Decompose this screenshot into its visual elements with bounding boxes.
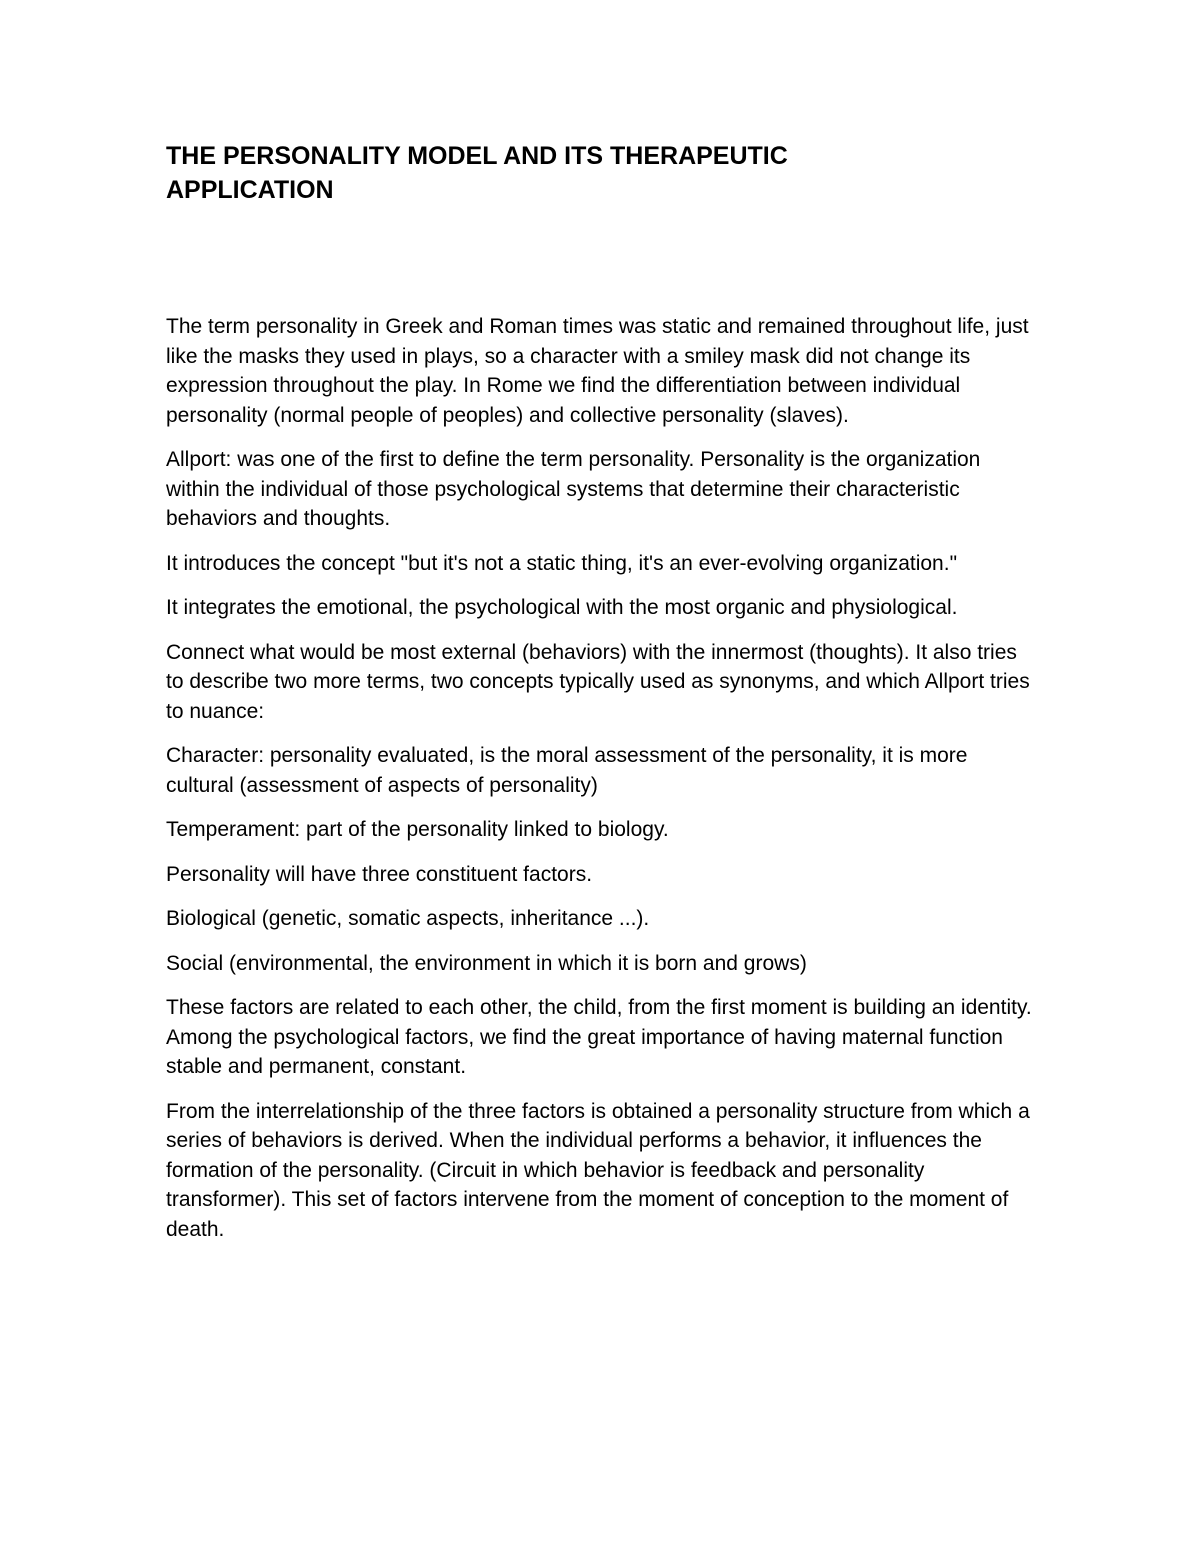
- paragraph-three-factors: Personality will have three constituent factors.: [166, 862, 593, 886]
- paragraph-temperament: Temperament: part of the personality linked to biology.: [166, 818, 669, 841]
- paragraph-external-internal: Connect what would be most external (behaviors) with the innermost (thoughts). It also tries to describe two more terms, two concepts typically used as synonyms, and which Allport tries to nuance:: [166, 640, 1030, 723]
- paragraph-character: Character: personality evaluated, is the moral assessment of the personality, it is more cultural (assessment of aspects of personality): [166, 744, 968, 797]
- document-title-line-1: THE PERSONALITY MODEL AND ITS THERAPEUTIC: [166, 142, 788, 170]
- paragraph-social: Social (environmental, the environment in which it is born and grows): [166, 951, 807, 975]
- paragraph-evolving-organization: It introduces the concept "but it's not a static thing, it's an ever-evolving organization.": [166, 551, 958, 575]
- document-body: [166, 312, 1034, 1259]
- paragraph-identity: These factors are related to each other, the child, from the first moment is building an identity. Among the psychological factors, we find the great importance of having maternal function stable and permanent, constant.: [166, 996, 1032, 1078]
- document-title-line-2: APPLICATION: [166, 176, 334, 204]
- paragraph-greek-roman-masks: The term personality in Greek and Roman times was static and remained throughout life, just like the masks they used in plays, so a character with a smiley mask did not change its expression throughout the play. In Rome we find the differentiation between individual personality (normal people of peoples) and collective personality (slaves).: [166, 315, 1029, 427]
- paragraph-biological: Biological (genetic, somatic aspects, inheritance ...).: [166, 907, 650, 930]
- paragraph-allport-definition: Allport: was one of the first to define the term personality. Personality is the organization within the individual of those psychological systems that determine their characteristic behaviors and thoughts.: [166, 448, 981, 530]
- document-title: [166, 139, 946, 207]
- paragraph-integration: It integrates the emotional, the psychological with the most organic and physiological.: [166, 596, 958, 619]
- paragraph-interrelationship: From the interrelationship of the three factors is obtained a personality structure from which a series of behaviors is derived. When the individual performs a behavior, it influences the formation of the personality. (Circuit in which behavior is feedback and personality transformer). This set of factors intervene from the moment of conception to the moment of death.: [166, 1099, 1030, 1241]
